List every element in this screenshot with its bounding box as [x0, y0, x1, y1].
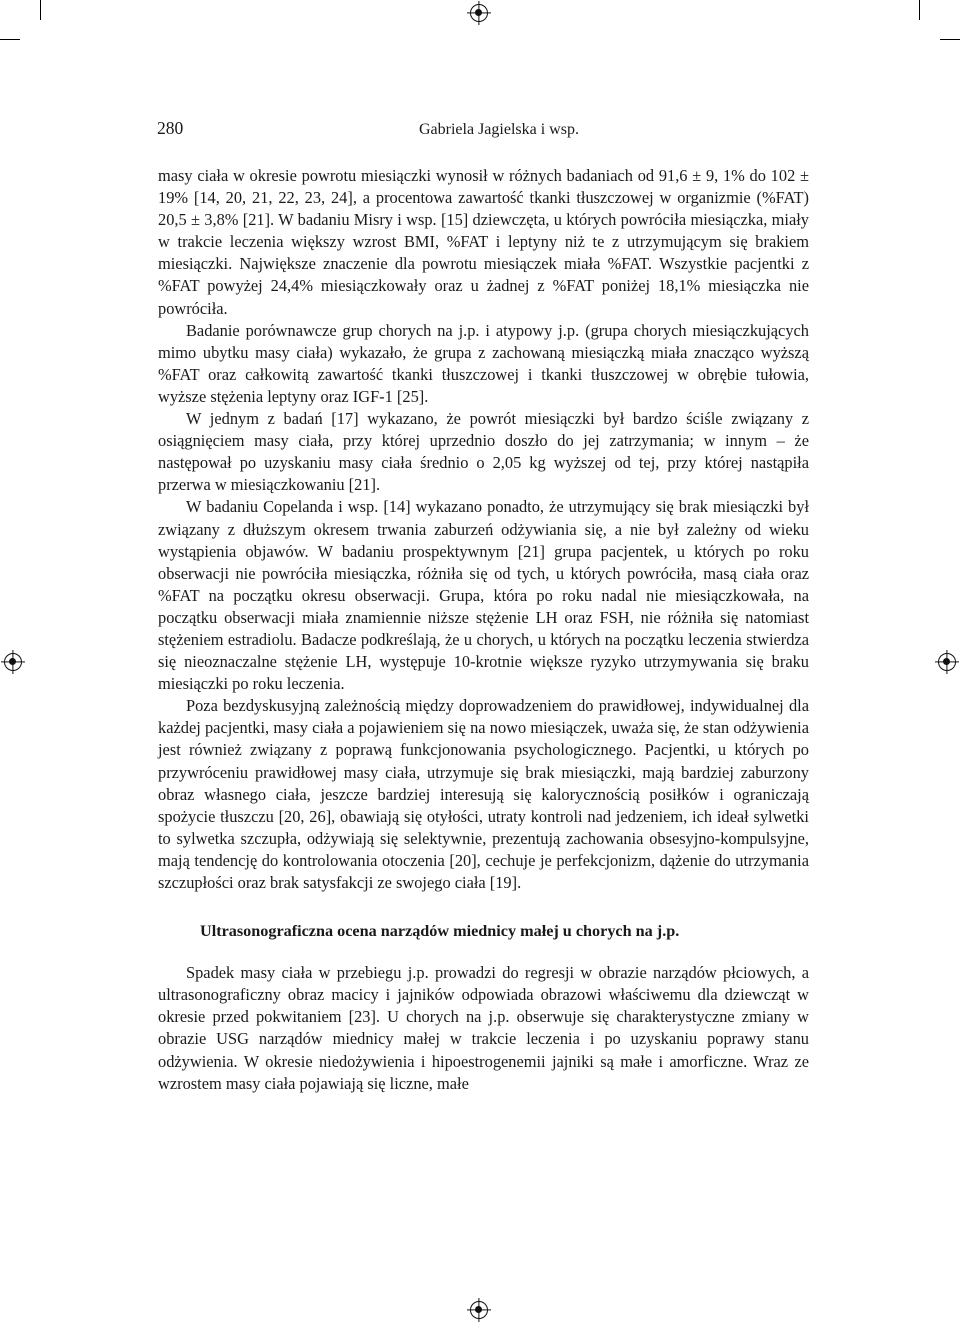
paragraph: masy ciała w okresie powrotu miesiączki wynosił w różnych badaniach od 91,6 ± 9, 1% do 102 ± 19% [14, 20, 21, 22, 23, 24], a procentowa zawartość tkanki tłuszczowej w organizmie (%FAT) 20,5 ± 3,8% [21]. W badaniu Misry i wsp. [15] dziewczęta, u których powróciła miesiączka, miały w trakcie leczenia większy wzrost BMI, %FAT i leptyny niż te z utrzymującym się brakiem miesiączki. Największe znaczenie dla powrotu miesiączek miała %FAT. Wszystkie pacjentki z %FAT powyżej 24,4% miesiączkowały oraz u żadnej z %FAT poniżej 18,1% miesiączka nie powróciła.: [158, 166, 809, 318]
crop-mark-top-left: [40, 0, 41, 20]
paragraph: Badanie porównawcze grup chorych na j.p. i atypowy j.p. (grupa chorych miesiączkujących mimo ubytku masy ciała) wykazało, że grupa z zachowaną miesiączką miała znacząco wyższą %FAT oraz całkowitą zawartość tkanki tłuszczowej i tkanki tłuszczowej w obrębie tułowia, wyższe stężenia leptyny oraz IGF-1 [25].: [158, 320, 809, 406]
registration-mark-right-icon: [938, 653, 956, 671]
paragraph: Poza bezdyskusyjną zależnością między doprowadzeniem do prawidłowej, indywidualnej dla każdej pacjentki, masy ciała a pojawieniem się na nowo miesiączek, uważa się, że stan odżywienia jest również związany z poprawą funkcjonowania psychologicznego. Pacjentki, u których po przywróceniu prawidłowej masy ciała, utrzymuje się brak miesiączki, mają bardziej zaburzony obraz własnego ciała, jeszcze bardziej interesują się kalorycznością posiłków i ograniczają spożycie tłuszczu [20, 26], obawiają się otyłości, utraty kontroli nad jedzeniem, ich ideał sylwetki to sylwetka szczupła, odżywiają się selektywnie, prezentują zachowania obsesyjno-kompulsyjne, mają tendencję do kontrolowania otoczenia [20], cechuje je perfekcjonizm, dążenie do utrzymania szczupłości oraz brak satysfakcji ze swojego ciała [19].: [158, 696, 809, 892]
paragraph: Spadek masy ciała w przebiegu j.p. prowadzi do regresji w obrazie narządów płciowych, a ultrasonograficzny obraz macicy i jajników odpowiada obrazowi właściwemu dla dziewcząt w okresie przed pokwitaniem [23]. U chorych na j.p. obserwuje się charakterystyczne zmiany w obrazie USG narządów miednicy małej w trakcie leczenia i po uzyskaniu poprawy stanu odżywienia. W okresie niedożywienia i hipoestrogenemii jajniki są małe i amorficzne. Wraz ze wzrostem masy ciała pojawiają się liczne, małe: [158, 963, 809, 1093]
page-number: 280: [157, 118, 184, 138]
paragraph: W badaniu Copelanda i wsp. [14] wykazano ponadto, że utrzymujący się brak miesiączki był związany z dłuższym okresem trwania zaburzeń odżywiania się, a nie był zależny od wieku wystąpienia objawów. W badaniu prospektywnym [21] grupa pacjentek, u których po roku obserwacji nie powróciła miesiączka, różniła się od tych, u których powróciła, masą ciała oraz %FAT na początku okresu obserwacji. Grupa, która po roku nadal nie miesiączkowała, na początku obserwacji miała znamiennie niższe stężenie LH oraz FSH, nie różniła się natomiast stężeniem estradiolu. Badacze podkreślają, że u chorych, u których na początku leczenia stwierdza się nieoznaczalne stężenie LH, występuje 10-krotnie większe ryzyko utrzymywania się braku miesiączki po roku leczenia.: [158, 497, 809, 694]
registration-mark-left-icon: [4, 653, 22, 671]
page-header: [157, 118, 807, 142]
article-body: [158, 165, 809, 1095]
paragraph: W jednym z badań [17] wykazano, że powrót miesiączki był bardzo ściśle związany z osiągnięciem masy ciała, przy której uprzednio doszło do jej zatrzymania; w innym – że następował po uzyskaniu masy ciała średnio o 2,05 kg wyższej od tej, przy której nastąpiła przerwa w miesiączkowaniu [21].: [158, 409, 809, 495]
registration-mark-bottom-icon: [470, 1301, 488, 1319]
crop-mark-top-left-h: [0, 39, 20, 40]
crop-mark-top-right: [919, 0, 920, 20]
registration-mark-top-icon: [470, 4, 488, 22]
section-heading: Ultrasonograficzna ocena narządów miednicy małej u chorych na j.p.: [200, 922, 680, 941]
crop-mark-top-right-h: [940, 39, 960, 40]
running-head: Gabriela Jagielska i wsp.: [419, 121, 579, 138]
